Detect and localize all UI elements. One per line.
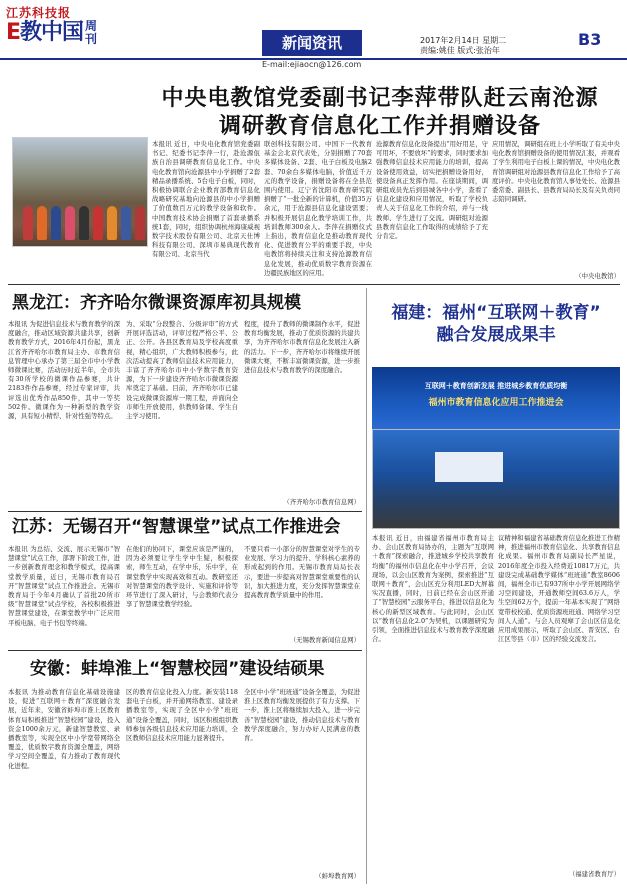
- photo-figure: [135, 206, 145, 240]
- anhui-headline: 安徽：蚌埠淮上“智慧校园”建设结硕果: [30, 659, 325, 679]
- masthead-e: E: [6, 20, 21, 45]
- masthead-title: [6, 20, 124, 46]
- fujian-col1: 本报讯 近日，由福建省福州市教育局主办、会山区教育局协办的，主题为“互联网＋教育”探索融合，推进城乡学校共享教育均衡”的福州市信息化在中小学召开，会议现场，以会山区教育为案例，探索推进“互联网＋教育”，会山区充分利用LED大屏幕实况直播，同时，日前已经在会山区开通了“智慧校园”云服务平台，推进以信息化为核心的新型区域教育。与此同时，会山区以“教育信息化2.0”为契机，以课题研究为引领，全面推进信息技术与教育教学深度融合。: [372, 534, 494, 644]
- photo-figure: [121, 206, 131, 240]
- main-article-col4: 应用情况，调研组在班上小学听取了有关中央电化教育馆捐赠设备的使用情况汇报，并观看了学生利用电子白板上课的情况，中央电化教育馆调研组对沧源县教育信息化工作给予了高度评价。中央电化教育馆人事处处长、沧源县委常委、副县长、县教育局局长及有关负责同志陪同调研。: [492, 140, 620, 204]
- main-headline-line1: 中央电教馆党委副书记李萍带队赶云南沧源: [161, 86, 599, 111]
- stage-sign: [435, 452, 503, 482]
- section-divider: [8, 650, 362, 651]
- masthead-top-line: 江苏科技报: [6, 6, 72, 20]
- anhui-col3: 全区中小学“班班通”设备全覆盖，为促进淮上区教育均衡发展提供了有力支撑。下一步，淮上区将继续加大投入，进一步完善“智慧校园”建设，推动信息技术与教育教学深度融合，努力办好人民满意的教育。: [244, 688, 360, 743]
- photo-figure: [37, 206, 47, 240]
- fujian-headline: [372, 302, 620, 346]
- editors-line: 责编:姚佳 版式:张治年: [420, 46, 500, 55]
- section-divider: [8, 511, 362, 512]
- heilongjiang-headline: 黑龙江：齐齐哈尔微课资源库初具规模: [12, 293, 301, 313]
- banner-title: 福州市教育信息化应用工作推进会: [428, 398, 564, 408]
- fujian-col2: 议精神和福建省基础教育信息化推进工作精神，推进福州市教育信息化、共享教育信息化成果。福州市教育局副局长严星说，2016年度全市投入经费近10817万元，共建设完成基础教学媒体“班班通”教室8606间，福州全市已有937所中小学开展网络学习空间建设，开通教师空间63.6万人，学生空间62万个，提前一年基本实现了“网络宽带校校通、优质资源班班通、网络学习空间人人通”。与会人员观摩了会山区信息化应用成果展示，听取了会山区、晋安区、台江区等县（市）区的经验交流发言。: [498, 534, 620, 644]
- fujian-byline: （福建省教育厅）: [568, 870, 620, 878]
- issue-date: 2017年2月14日 星期二: [420, 36, 507, 45]
- group-photo: [12, 137, 148, 247]
- main-headline: [140, 85, 620, 141]
- masthead-main-text: 教中国: [20, 20, 84, 45]
- anhui-byline: （蚌埠教育网）: [315, 872, 360, 880]
- masthead-week: 周刊: [85, 19, 97, 46]
- section-divider: [8, 284, 620, 285]
- masthead-logo: [6, 6, 124, 50]
- jiangsu-headline: 江苏：无锡召开“智慧课堂”试点工作推进会: [12, 517, 341, 537]
- jiangsu-byline: （无锡教育新闻信息网）: [289, 636, 360, 644]
- main-article-byline: （中央电教馆）: [575, 272, 620, 280]
- main-article-col1: 本报讯 近日，中央电化教育馆党委副书记、纪委书记李萍一行，赴沧源佤族自治县调研教育信息化工作。中央电化教育馆向沧源县中小学捐赠了2套精品录播系统、5台电子白板，同时，积极协调联合企业教育部教育信息化战略研究基地向沧源县的中小学捐赠了价值数百万元的教学设备和软件。中国教育技术协会捐赠了首套录播系统1套，同时，组织协调杭州海康威视数字技术股份有限公司、北京天仕博科技有限公司、深圳市易典现代教育有限公司、北京当代: [152, 140, 260, 259]
- photo-figure: [107, 206, 117, 240]
- photo-figure: [51, 206, 61, 240]
- column-divider: [366, 288, 367, 884]
- heilongjiang-byline: （齐齐哈尔市教育信息网）: [283, 498, 360, 506]
- photo-figure: [79, 206, 89, 240]
- anhui-col2: 区的教育信息化投入力度。新安装118套电子白板，并开通网络教室、建设录播教室等，实现了全区中小学“班班通”设备全覆盖，同时，该区积极组织教师参加各级信息技术应用能力培训，全区教师信息技术应用能力显著提升。: [126, 688, 238, 743]
- heilongjiang-col2: 为、采取“分段整合、分级评审”的方式开展评选活动，评审过程严格公平、公正、公开。各县区教育局及学校高度重视，精心组织，广大教师积极参与，此次活动提高了教师信息技术应用能力，丰富了齐齐哈尔市中小学数字教育资源，为下一步建设齐齐哈尔市微课资源库奠定了基础。目前，齐齐哈尔市已建设完成微课资源库一期工程，并面向全市师生开放使用，供教师备课、学生自主学习使用。: [126, 320, 238, 421]
- jiangsu-col1: 本报讯 为总结、交流、展示无锡市“智慧课堂”试点工作，部署下阶段工作，进一步创新教育理念和教学模式，提高课堂教学质量，近日，无锡市教育局召开“智慧课堂”试点工作推进会。无锡市教育局于今年4月确认了首批20所市级“智慧课堂”试点学校，各校积极推进智慧课堂建设，在课堂教学中广泛应用平板电脑、电子书包等终端。: [8, 545, 120, 627]
- heilongjiang-col3: 程度，提升了教师的微课制作水平，促进教育均衡发展，推动了优质资源的共建共享，为齐齐哈尔市教育信息化发展注入新的活力。下一步，齐齐哈尔市将继续开展微课大赛，不断丰富微课资源，进一步推进信息技术与教育教学的深度融合。: [244, 320, 360, 375]
- conference-stage-photo: [372, 429, 620, 529]
- heilongjiang-col1: 本报讯 为促进信息技术与教育教学的深度融合，推动区域资源共建共享，创新教育教学方式，2016年4月份起，黑龙江省齐齐哈尔市教育局主办、市教育信息管理中心承办了第三届全市中小学教师微课比赛，活动历时近半年，全市共有30所学校的微课作品参赛，共计2183件作品参赛，经过专家评审，共评选出优秀作品850件，其中一等奖502件。微课作为一种新型的教学资源，具有短小精悍、针对性强等特点。: [8, 320, 120, 421]
- main-article-col2: 联创科技有限公司、中国下一代教育基金会北京代表处，分别捐赠了70套多媒体设备、2套、电子白板及电脑2套、70余台多媒体电脑，价值近千万元的教学设备，捐赠设备将在全县范围内使用。辽宁省沈阳市教育研究院捐赠了“一批全新的计算机，价值35万余元，用于沧源县信息化建设需要；并积极开展信息化教学培训工作，共培训教师300余人。李萍在捐赠仪式上指出，教育信息化是推动教育现代化、促进教育公平的重要手段，中央电教馆将持续关注和支持沧源教育信息化发展，推动优质数字教育资源在边疆民族地区的应用。: [264, 140, 372, 277]
- fujian-headline-line2: 融合发展成果丰: [436, 325, 556, 345]
- page-number: B3: [578, 30, 602, 49]
- anhui-col1: 本报讯 为推动教育信息化基础设施建设，促进“互联网＋教育”深度融合发展，近年来，安徽省蚌埠市淮上区教育体育局积极推进“智慧校园”建设，投入资金1000余万元，新建智慧教室、录播教室等，实现全区中小学宽带网络全覆盖，优质数字教育资源全覆盖，网络学习空间全覆盖，有力推动了教育现代化进程。: [8, 688, 120, 770]
- contact-email: E-mail:ejiaocn@126.com: [262, 60, 362, 69]
- photo-figure: [93, 206, 103, 240]
- jiangsu-col3: 不要只看一小部分的智慧课堂对学生的专业发展、学习力的提升、学科核心素养的形成起到的作用。无锡市教育局局长表示，要进一步提高对智慧课堂重要性的认识，加大推进力度，充分发挥智慧课堂在提高教育教学质量中的作用。: [244, 545, 360, 600]
- conference-banner-photo: [372, 367, 620, 429]
- fujian-headline-line1: 福建：福州“互联网＋教育”: [391, 303, 601, 323]
- photo-figure: [65, 206, 75, 240]
- main-article-col3: 沧源教育信息化设备提出“用好用足，守可用坏，不要放坏”的要求，同时要求加强教师信息技术应用能力的培训，提高设备使用效益，切实把捐赠设备用好，使设备真正发挥作用。在座谈期间，调研组成员先后到县城各中小学，查看了信息化建设和应用情况，听取了学校负责人关于信息化工作的介绍，并与一线教师、学生进行了交流。调研组对沧源县教育信息化工作取得的成绩给予了充分肯定。: [376, 140, 488, 241]
- banner-slogan: 互联网＋教育创新发展 推进城乡教育优质均衡: [424, 382, 568, 390]
- date-line: [420, 36, 506, 56]
- section-tab: 新闻资讯: [262, 30, 362, 56]
- photo-figure: [23, 206, 33, 240]
- jiangsu-col2: 在他们的协同下，课堂应该是严谨的，因为必须要让学生学中生疑，积极探索，师生互动，在学中乐，乐中学，在课堂教学中实现高效和互动。教研室还对智慧课堂的教学设计、实施和评价等环节进行了深入研讨，与会教师代表分享了智慧课堂教学经验。: [126, 545, 238, 609]
- main-article-col0: [8, 250, 148, 282]
- main-headline-line2: 调研教育信息化工作并捐赠设备: [218, 114, 541, 139]
